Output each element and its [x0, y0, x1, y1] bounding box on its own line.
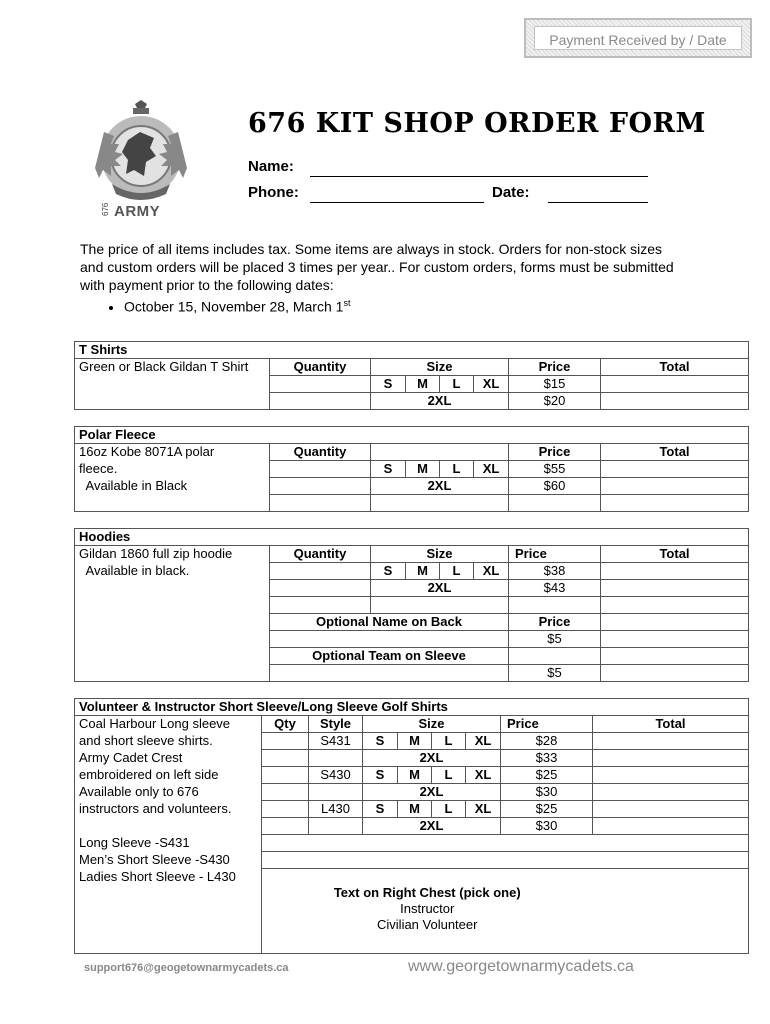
size-s[interactable]: S: [363, 801, 398, 818]
price-std: $15: [509, 376, 601, 393]
quantity-cell[interactable]: [270, 563, 371, 580]
price-2xl: $43: [509, 580, 601, 597]
size-2xl[interactable]: 2XL: [363, 818, 501, 835]
price-header: Price: [509, 444, 601, 461]
qty-cell[interactable]: [262, 767, 309, 784]
intro-paragraph: The price of all items includes tax. Some items are always in stock. Orders for non-stock sizes and custom orders will be placed 3 times per year.. For custom orders, forms must be submitted with payment prior to the following dates:: [80, 241, 674, 293]
date-field[interactable]: [548, 188, 648, 203]
size-l[interactable]: L: [440, 376, 474, 393]
total-cell[interactable]: [593, 818, 749, 835]
quantity-cell[interactable]: [270, 580, 371, 597]
size-s[interactable]: S: [371, 563, 406, 580]
hoodies-heading: Hoodies: [75, 529, 749, 546]
svg-text:ARMY: ARMY: [114, 203, 161, 220]
footer-website[interactable]: www.georgetownarmycadets.ca: [408, 958, 634, 975]
style-header: Style: [309, 716, 363, 733]
total-cell[interactable]: [593, 801, 749, 818]
price-2xl: $20: [509, 393, 601, 410]
fleece-table: [74, 426, 749, 512]
size-header: Size: [371, 546, 509, 563]
footer-email[interactable]: support676@geogetownarmycadets.ca: [84, 962, 289, 974]
price-std: $55: [509, 461, 601, 478]
price-std: $28: [501, 733, 593, 750]
quantity-cell[interactable]: [270, 393, 371, 410]
size-xl[interactable]: XL: [466, 767, 501, 784]
total-cell[interactable]: [601, 376, 749, 393]
intro-text: [80, 240, 680, 316]
size-xl[interactable]: XL: [466, 733, 501, 750]
total-header: Total: [601, 359, 749, 376]
size-xl[interactable]: XL: [466, 801, 501, 818]
name-label: Name:: [248, 158, 294, 175]
size-2xl[interactable]: 2XL: [363, 750, 501, 767]
optional-team-label: Optional Team on Sleeve: [270, 648, 509, 665]
size-2xl[interactable]: 2XL: [371, 580, 509, 597]
price-header: Price: [509, 546, 601, 563]
size-s[interactable]: S: [363, 767, 398, 784]
name-field[interactable]: [310, 162, 648, 177]
size-s[interactable]: S: [371, 376, 406, 393]
total-cell[interactable]: [601, 393, 749, 410]
optional-team-input[interactable]: [270, 665, 509, 682]
size-m[interactable]: M: [398, 801, 432, 818]
qty-cell[interactable]: [262, 750, 309, 767]
qty-cell[interactable]: [262, 801, 309, 818]
quantity-cell[interactable]: [270, 376, 371, 393]
payment-received-label: Payment Received by / Date: [534, 26, 742, 50]
hoodies-table: [74, 528, 749, 682]
golf-desc-6: [75, 818, 262, 835]
dates-list: [80, 294, 680, 316]
qty-cell[interactable]: [262, 733, 309, 750]
total-cell[interactable]: [601, 478, 749, 495]
optional-name-input[interactable]: [270, 631, 509, 648]
golf-desc-4: Available only to 676: [75, 784, 262, 801]
size-2xl[interactable]: 2XL: [363, 784, 501, 801]
golf-desc-3: embroidered on left side: [75, 767, 262, 784]
chest-option-instructor[interactable]: Instructor: [262, 901, 593, 917]
total-header: Total: [601, 444, 749, 461]
price-2xl: $30: [501, 784, 593, 801]
optional-team-price: $5: [509, 665, 601, 682]
price-header: Price: [501, 716, 593, 733]
price-std: $25: [501, 801, 593, 818]
total-header: Total: [601, 546, 749, 563]
fleece-description-3: Available in Black: [75, 478, 270, 495]
size-s[interactable]: S: [371, 461, 406, 478]
optional-name-label: Optional Name on Back: [270, 614, 509, 631]
size-s[interactable]: S: [363, 733, 398, 750]
form-title: 676 KIT SHOP ORDER FORM: [248, 108, 706, 139]
golf-heading: Volunteer & Instructor Short Sleeve/Long Sleeve Golf Shirts: [75, 699, 749, 716]
total-header: Total: [593, 716, 749, 733]
fleece-description-1: 16oz Kobe 8071A polar: [75, 444, 270, 461]
size-2xl[interactable]: 2XL: [371, 478, 509, 495]
size-header: Size: [363, 716, 501, 733]
tshirts-table: [74, 341, 749, 410]
optional-name-price: $5: [509, 631, 601, 648]
style-s431: S431: [309, 733, 363, 750]
quantity-header: Quantity: [270, 546, 371, 563]
size-m[interactable]: M: [398, 767, 432, 784]
size-m[interactable]: M: [406, 563, 440, 580]
date-label: Date:: [492, 184, 530, 201]
quantity-header: Quantity: [270, 444, 371, 461]
golf-desc-9: Ladies Short Sleeve - L430: [75, 869, 262, 886]
hoodies-description-1: Gildan 1860 full zip hoodie: [75, 546, 270, 563]
tshirts-heading: T Shirts: [75, 342, 749, 359]
size-xl[interactable]: XL: [474, 461, 509, 478]
total-cell[interactable]: [601, 580, 749, 597]
size-l[interactable]: L: [432, 767, 466, 784]
chest-option-civilian-volunteer[interactable]: Civilian Volunteer: [262, 917, 593, 933]
quantity-cell[interactable]: [270, 478, 371, 495]
size-m[interactable]: M: [406, 461, 440, 478]
quantity-header: Quantity: [270, 359, 371, 376]
size-l[interactable]: L: [440, 461, 474, 478]
style-s430: S430: [309, 767, 363, 784]
size-xl[interactable]: XL: [474, 563, 509, 580]
qty-cell[interactable]: [262, 818, 309, 835]
price-header: Price: [509, 359, 601, 376]
tshirts-description: Green or Black Gildan T Shirt: [75, 359, 270, 376]
hoodies-description-2: Available in black.: [75, 563, 270, 580]
qty-cell[interactable]: [262, 784, 309, 801]
size-2xl[interactable]: 2XL: [371, 393, 509, 410]
price-2xl: $60: [509, 478, 601, 495]
qty-header: Qty: [262, 716, 309, 733]
total-cell[interactable]: [593, 733, 749, 750]
price-2xl: $30: [501, 818, 593, 835]
golf-desc-2: Army Cadet Crest: [75, 750, 262, 767]
fleece-description-2: fleece.: [75, 461, 270, 478]
price-std: $25: [501, 767, 593, 784]
size-m[interactable]: M: [398, 733, 432, 750]
phone-field[interactable]: [310, 188, 484, 203]
phone-label: Phone:: [248, 184, 299, 201]
total-cell[interactable]: [601, 461, 749, 478]
size-xl[interactable]: XL: [474, 376, 509, 393]
golf-desc-8: Men’s Short Sleeve -S430: [75, 852, 262, 869]
golf-desc-5: instructors and volunteers.: [75, 801, 262, 818]
crest-icon: [86, 92, 196, 220]
style-l430: L430: [309, 801, 363, 818]
size-l[interactable]: L: [432, 801, 466, 818]
size-l[interactable]: L: [432, 733, 466, 750]
army-cadet-logo: [86, 92, 196, 220]
payment-received-box: [524, 18, 752, 58]
price-std: $38: [509, 563, 601, 580]
svg-text:676: 676: [101, 202, 110, 216]
size-m[interactable]: M: [406, 376, 440, 393]
price-2xl: $33: [501, 750, 593, 767]
optional-price-header: Price: [509, 614, 601, 631]
total-cell[interactable]: [601, 563, 749, 580]
total-cell[interactable]: [593, 750, 749, 767]
golf-desc-0: Coal Harbour Long sleeve: [75, 716, 262, 733]
golf-shirts-table: [74, 698, 749, 954]
size-l[interactable]: L: [440, 563, 474, 580]
dates-list-item: • October 15, November 28, March 1st: [124, 294, 680, 316]
fleece-heading: Polar Fleece: [75, 427, 749, 444]
golf-desc-7: Long Sleeve -S431: [75, 835, 262, 852]
total-cell[interactable]: [593, 784, 749, 801]
total-cell[interactable]: [593, 767, 749, 784]
golf-desc-1: and short sleeve shirts.: [75, 733, 262, 750]
size-header: Size: [371, 359, 509, 376]
chest-text-heading: Text on Right Chest (pick one): [262, 885, 593, 901]
quantity-cell[interactable]: [270, 461, 371, 478]
